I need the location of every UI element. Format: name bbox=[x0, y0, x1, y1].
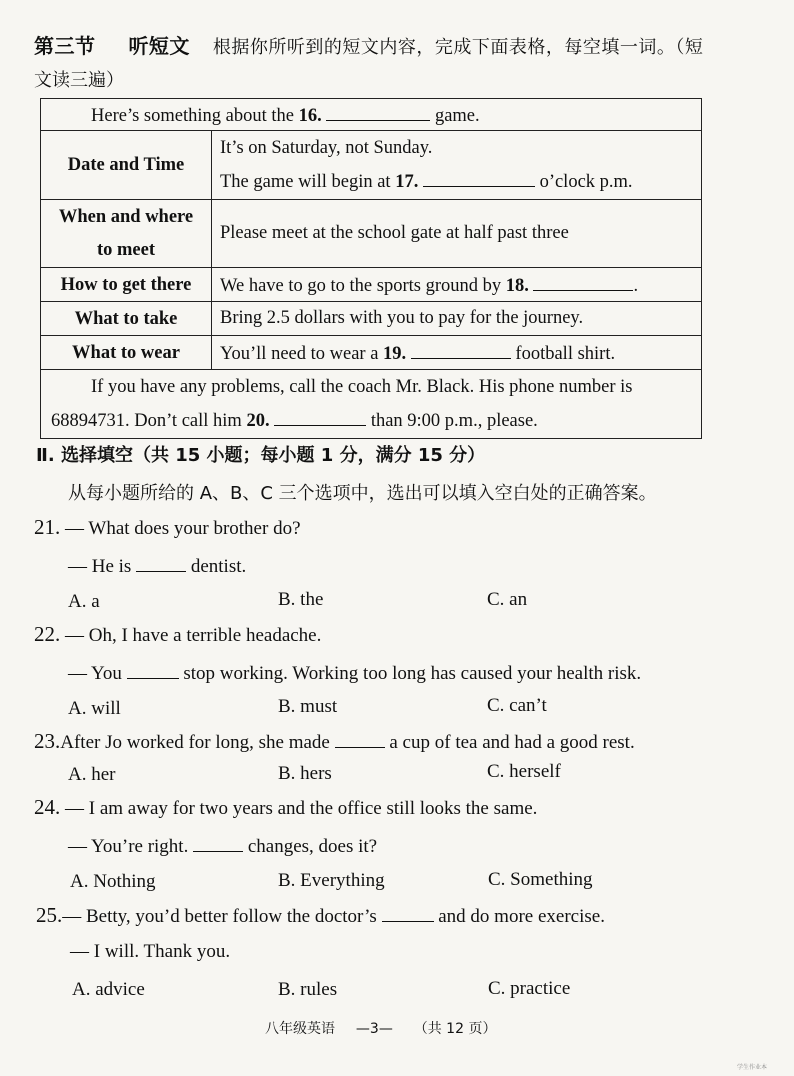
option-21-b[interactable]: B. the bbox=[278, 589, 324, 610]
answer-blank-16[interactable] bbox=[326, 102, 430, 121]
blank-number-16: 16. bbox=[298, 106, 322, 126]
table-footer-text: 68894731. Don’t call him bbox=[51, 411, 247, 431]
question-line: — You bbox=[68, 663, 127, 684]
question-line: — What does your brother do? bbox=[65, 518, 301, 539]
question-21-line2 bbox=[68, 553, 246, 578]
table-footer-line1: If you have any problems, call the coach Mr. Black. His phone number is bbox=[91, 377, 633, 397]
question-line: — Betty, you’d better follow the doctor’s bbox=[62, 906, 382, 927]
option-24-b[interactable]: B. Everything bbox=[278, 870, 385, 891]
table-footer-line2 bbox=[51, 404, 693, 438]
blank-number-17: 17. bbox=[395, 172, 419, 192]
footer-total-pages: （共 12 页） bbox=[413, 1021, 497, 1037]
question-line: changes, does it? bbox=[243, 836, 378, 857]
question-24-line2 bbox=[68, 833, 377, 858]
question-25-line2: — I will. Thank you. bbox=[70, 941, 231, 962]
section3-instruction-cont: 文读三遍） bbox=[34, 70, 124, 91]
option-21-a[interactable]: A. a bbox=[68, 591, 100, 612]
table-footer-cell bbox=[41, 370, 702, 439]
time-line bbox=[220, 165, 693, 199]
watermark-logo: 学生作业本 bbox=[737, 1064, 768, 1071]
question-line: stop working. Working too long has caused your health risk. bbox=[178, 663, 642, 684]
footer-page-number: —3— bbox=[355, 1021, 393, 1037]
blank-number-19: 19. bbox=[383, 344, 407, 364]
part2-instruction: 从每小题所给的 A、B、C 三个选项中，选出可以填入空白处的正确答案。 bbox=[68, 483, 657, 504]
table-footer-text-end: than 9:00 p.m., please. bbox=[366, 411, 538, 431]
what-to-wear-text: You’ll need to wear a bbox=[220, 344, 384, 364]
blank-number-18: 18. bbox=[505, 276, 529, 296]
question-number: 24. bbox=[34, 795, 61, 819]
when-where-label-line1: When and where bbox=[58, 206, 194, 227]
question-22-line2 bbox=[68, 660, 641, 685]
option-23-b[interactable]: B. hers bbox=[278, 763, 332, 784]
option-22-b[interactable]: B. must bbox=[278, 696, 338, 717]
answer-blank-18[interactable] bbox=[533, 272, 633, 291]
section3-instruction: 根据你所听到的短文内容，完成下面表格，每空填一词。（短 bbox=[212, 37, 704, 58]
option-25-c[interactable]: C. practice bbox=[488, 978, 571, 999]
what-to-wear-text-end: football shirt. bbox=[510, 344, 616, 364]
time-line-text: The game will begin at bbox=[220, 172, 396, 192]
option-25-b[interactable]: B. rules bbox=[278, 979, 338, 1000]
row-label-when-where bbox=[41, 200, 212, 268]
question-line: and do more exercise. bbox=[433, 906, 605, 927]
option-22-a[interactable]: A. will bbox=[68, 698, 121, 719]
answer-blank-19[interactable] bbox=[411, 340, 511, 359]
option-24-a[interactable]: A. Nothing bbox=[70, 871, 156, 892]
row-content-what-to-wear bbox=[212, 336, 702, 370]
question-23 bbox=[34, 729, 635, 754]
time-line-text-end: o’clock p.m. bbox=[534, 172, 633, 192]
option-25-a[interactable]: A. advice bbox=[72, 979, 145, 1000]
question-22 bbox=[34, 622, 321, 647]
footer-subject: 八年级英语 bbox=[265, 1021, 335, 1037]
row-content-date-time bbox=[212, 131, 702, 200]
question-line: — He is bbox=[68, 556, 137, 577]
question-line: After Jo worked for long, she made bbox=[60, 732, 335, 753]
question-line: — Oh, I have a terrible headache. bbox=[65, 625, 322, 646]
option-23-a[interactable]: A. her bbox=[68, 764, 116, 785]
answer-blank-22[interactable] bbox=[127, 660, 179, 679]
question-number: 22. bbox=[34, 622, 61, 646]
date-line: It’s on Saturday, not Sunday. bbox=[220, 138, 433, 158]
question-number: 21. bbox=[34, 515, 61, 539]
option-22-c[interactable]: C. can’t bbox=[487, 695, 547, 716]
row-label-date-time: Date and Time bbox=[41, 131, 212, 200]
part2-heading: Ⅱ. 选择填空（共 15 小题；每小题 1 分，满分 15 分） bbox=[36, 445, 486, 466]
how-to-get-text: We have to go to the sports ground by bbox=[220, 276, 506, 296]
question-line: a cup of tea and had a good rest. bbox=[384, 732, 635, 753]
listening-table bbox=[40, 98, 702, 439]
option-21-c[interactable]: C. an bbox=[487, 589, 528, 610]
table-header-text: Here’s something about the bbox=[91, 106, 299, 126]
page-footer bbox=[265, 1018, 496, 1038]
answer-blank-17[interactable] bbox=[423, 168, 535, 187]
question-line: — You’re right. bbox=[68, 836, 194, 857]
option-24-c[interactable]: C. Something bbox=[488, 869, 593, 890]
question-line: — I am away for two years and the office still looks the same. bbox=[65, 798, 538, 819]
answer-blank-25[interactable] bbox=[382, 903, 434, 922]
row-label-how-to-get: How to get there bbox=[41, 268, 212, 302]
answer-blank-24[interactable] bbox=[193, 833, 243, 852]
section3-title: 第三节 bbox=[34, 34, 96, 58]
row-label-what-to-wear: What to wear bbox=[41, 336, 212, 370]
option-23-c[interactable]: C. herself bbox=[487, 761, 561, 782]
question-24 bbox=[34, 795, 537, 820]
row-content-when-where: Please meet at the school gate at half past three bbox=[212, 200, 702, 268]
section3-heading bbox=[34, 30, 703, 59]
question-21 bbox=[34, 515, 301, 540]
when-where-label-line2: to meet bbox=[96, 239, 156, 260]
answer-blank-21[interactable] bbox=[136, 553, 186, 572]
table-header-text-end: game. bbox=[430, 106, 480, 126]
row-label-what-to-take: What to take bbox=[41, 302, 212, 336]
section3-subtitle: 听短文 bbox=[128, 34, 190, 58]
answer-blank-20[interactable] bbox=[274, 407, 366, 426]
question-line: dentist. bbox=[186, 556, 247, 577]
question-number: 25. bbox=[36, 903, 63, 927]
row-content-what-to-take: Bring 2.5 dollars with you to pay for the journey. bbox=[212, 302, 702, 336]
answer-blank-23[interactable] bbox=[335, 729, 385, 748]
how-to-get-text-end: . bbox=[633, 276, 639, 296]
question-25 bbox=[36, 903, 605, 928]
question-number: 23. bbox=[34, 729, 61, 753]
table-header-cell bbox=[41, 99, 702, 131]
row-content-how-to-get bbox=[212, 268, 702, 302]
blank-number-20: 20. bbox=[246, 411, 270, 431]
